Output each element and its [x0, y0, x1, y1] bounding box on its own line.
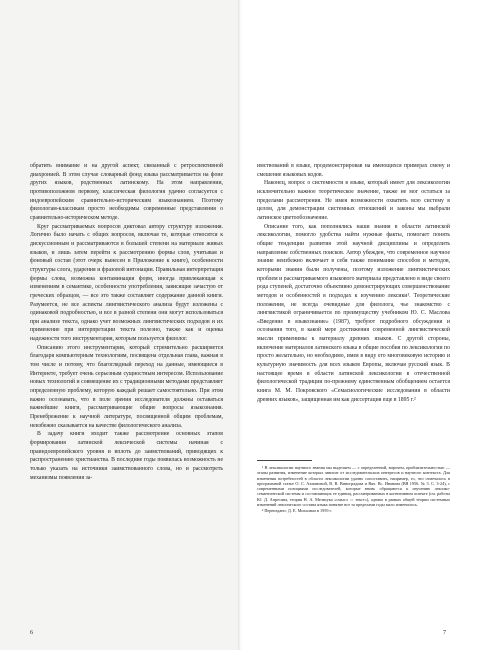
left-paragraph-2: Круг рассматриваемых вопросов диктовал автору структуру изложения. Логично было начать с общих вопросов, включая те, которые относятся к дискуссионным и рассматриваются в большей степени на материале живых языков, и лишь затем перейти к рассмотрению формы слов, учитывая и фоновый состав (этот очерк вынесен в Приложение к книге), особенности структуры слога, ударения и фразовой интонации. Правильная интерпретация формы слова, возможна контаминация форм, иногда привлекающая к изменениям в семантике, особенности употребления, зависящие зачастую от греческих образцов, — все это также составляет содержание данной книги. Разумеется, не все аспекты лингвистического анализа будут изложены с одинаковой подробностью, и все в разной степени они могут использоваться при анализе текста, однако учет возможных лингвистических подходов и их применение при интерпретации текста полезно, также как и оценка надежности того инструментария, которым пользуется филолог. — [30, 223, 223, 343]
right-paragraph-2: Наконец, вопрос о системности в языке, который имеет для лексикологии исключительно важное теоретическое значение, также не мог остаться за пределами рассмотрения. Не имея возможности охватить всю систему в целом, для демонстрации системных отношений и законы мы выбрали латинское цветообозначение. — [257, 180, 450, 221]
left-page-text — [30, 162, 223, 622]
left-paragraph-4: В задачу книги входит также рассмотрение основных этапов формирования латинской лексической системы начиная с праиндоевропейского уровня и вплоть до заимствований, приводящих к распространению христианства. В последние годы появилась возможность не только указать на источники заимствованного слова, но и рассмотреть механизмы появления за- — [30, 431, 223, 481]
right-page-text — [257, 162, 450, 458]
footnote-1: ¹ В лексикологии научного знания мы выделяем — с определенной, впрочем, приблизительностью — этапы развития, изменение которых зависит от исследовательских интересов и научного контекста. Для изменения потребностей в области лексикологии удачно сопоставить, например, то, что отмечалось в программной статье О. С. Ахмановой, В. В. Виноградова и Вяч. Вс. Иванова (ВЯ 1956. № 3. С. 3-24), с современными позициями исследователей, которые вновь обращаются к изучению лексико-семантической системы и составляющих ее единиц, рассматриваемых в когнитивном аспекте (см. работы Ю. Д. Апресяна, теория Н. А. Мельчука «смысл ⇔ текст»), однако в рамках общей теории системных изменений лексического состава языка понятие все за пределами годы мало изменилось. — [257, 465, 450, 508]
footnote-separator — [257, 460, 312, 461]
right-paragraph-1: имствований в языке, продемонстрировав на имеющихся примерах смену и смешение языковых кодов. — [257, 163, 450, 178]
footnote-2: ² Переиздано: Д. Е. Михальчи в 1959 г. — [262, 507, 332, 513]
footnotes — [257, 465, 450, 517]
left-page-number: 6 — [30, 630, 33, 636]
right-paragraph-3: Описание того, как пополнялись наши знания в области латинской лексикологии, помогло удобства найти нужные факты, помогает понять общие тенденции развития этой научной дисциплины и определить направление собственных поисков. Автор убежден, что современное научное знание неизбежно включает в себя также понимание способов и методов, которыми знания были получены, поэтому изложение лингвистических проблем и рассматриваемого языкового материала представлено в виде своего рода ступеней, достаточно объективно демонстрирующих совершенствование методов и особенностей в подходах к изучению лексики¹. Теоретические положения, не всегда очевидные для филолога, чье знакомство с лингвистикой ограничивается по преимуществу учебником Ю. С. Маслова «Введение в языкознание» (1987), требуют подробного обсуждения и осознания того, в какой мере достижения современной лингвистической мысли применимы к материалу древних языков. С другой стороны, включение материалов латинского языка в общие пособия по лексикологии по просто желательно, но необходимо, имея в виду его многовековую историю и культурную значимость для всех языков Европы, включая русский язык. В настоящее время в области латинской лексикологии в отечественной филологической традиции по-прежнему единственным обобщением остается книга М. М. Покровского «Семасиологические исследования в области древних языков», защищенная им как диссертация еще в 1895 г.² — [257, 223, 450, 403]
right-page-number: 7 — [443, 630, 446, 636]
book-spine-fold — [238, 0, 242, 650]
left-paragraph-1: обратить внимание и на другой аспект, связанный с ретроспективной диахронией. В этом случае словарный фонд языка рассматривается на фоне других языков, родственных латинскому. На этом направлении, противоположном первому, классическая филология удачно согласуется с индоевропейским сравнительно-историческим языкознанием. Поэтому филологам-классикам просто необходимы современные представления о сравнительно-историческом методе. — [30, 163, 223, 221]
left-paragraph-3: Описанию этого инструментария, который стремительно расширяется благодаря компьютерным технологиям, посвящена отдельная глава, важная в том числе и потому, что благоглядный переход на данные, имеющиеся в Интернете, требует очень серьезным сущностным интересом. Использование новых технологий и совмещение их с традиционными методами представляет определенную проблему, которую каждый решает самостоятельно. При этом важно осознавать, что в поле зрения исследователя должны оставаться важнейшие книги, рассматривающие общие вопросы языкознания. Пренебрежение к научной литературе, посвященной общим проблемам, неизбежно сказывается на качестве филологического анализа. — [30, 344, 223, 429]
